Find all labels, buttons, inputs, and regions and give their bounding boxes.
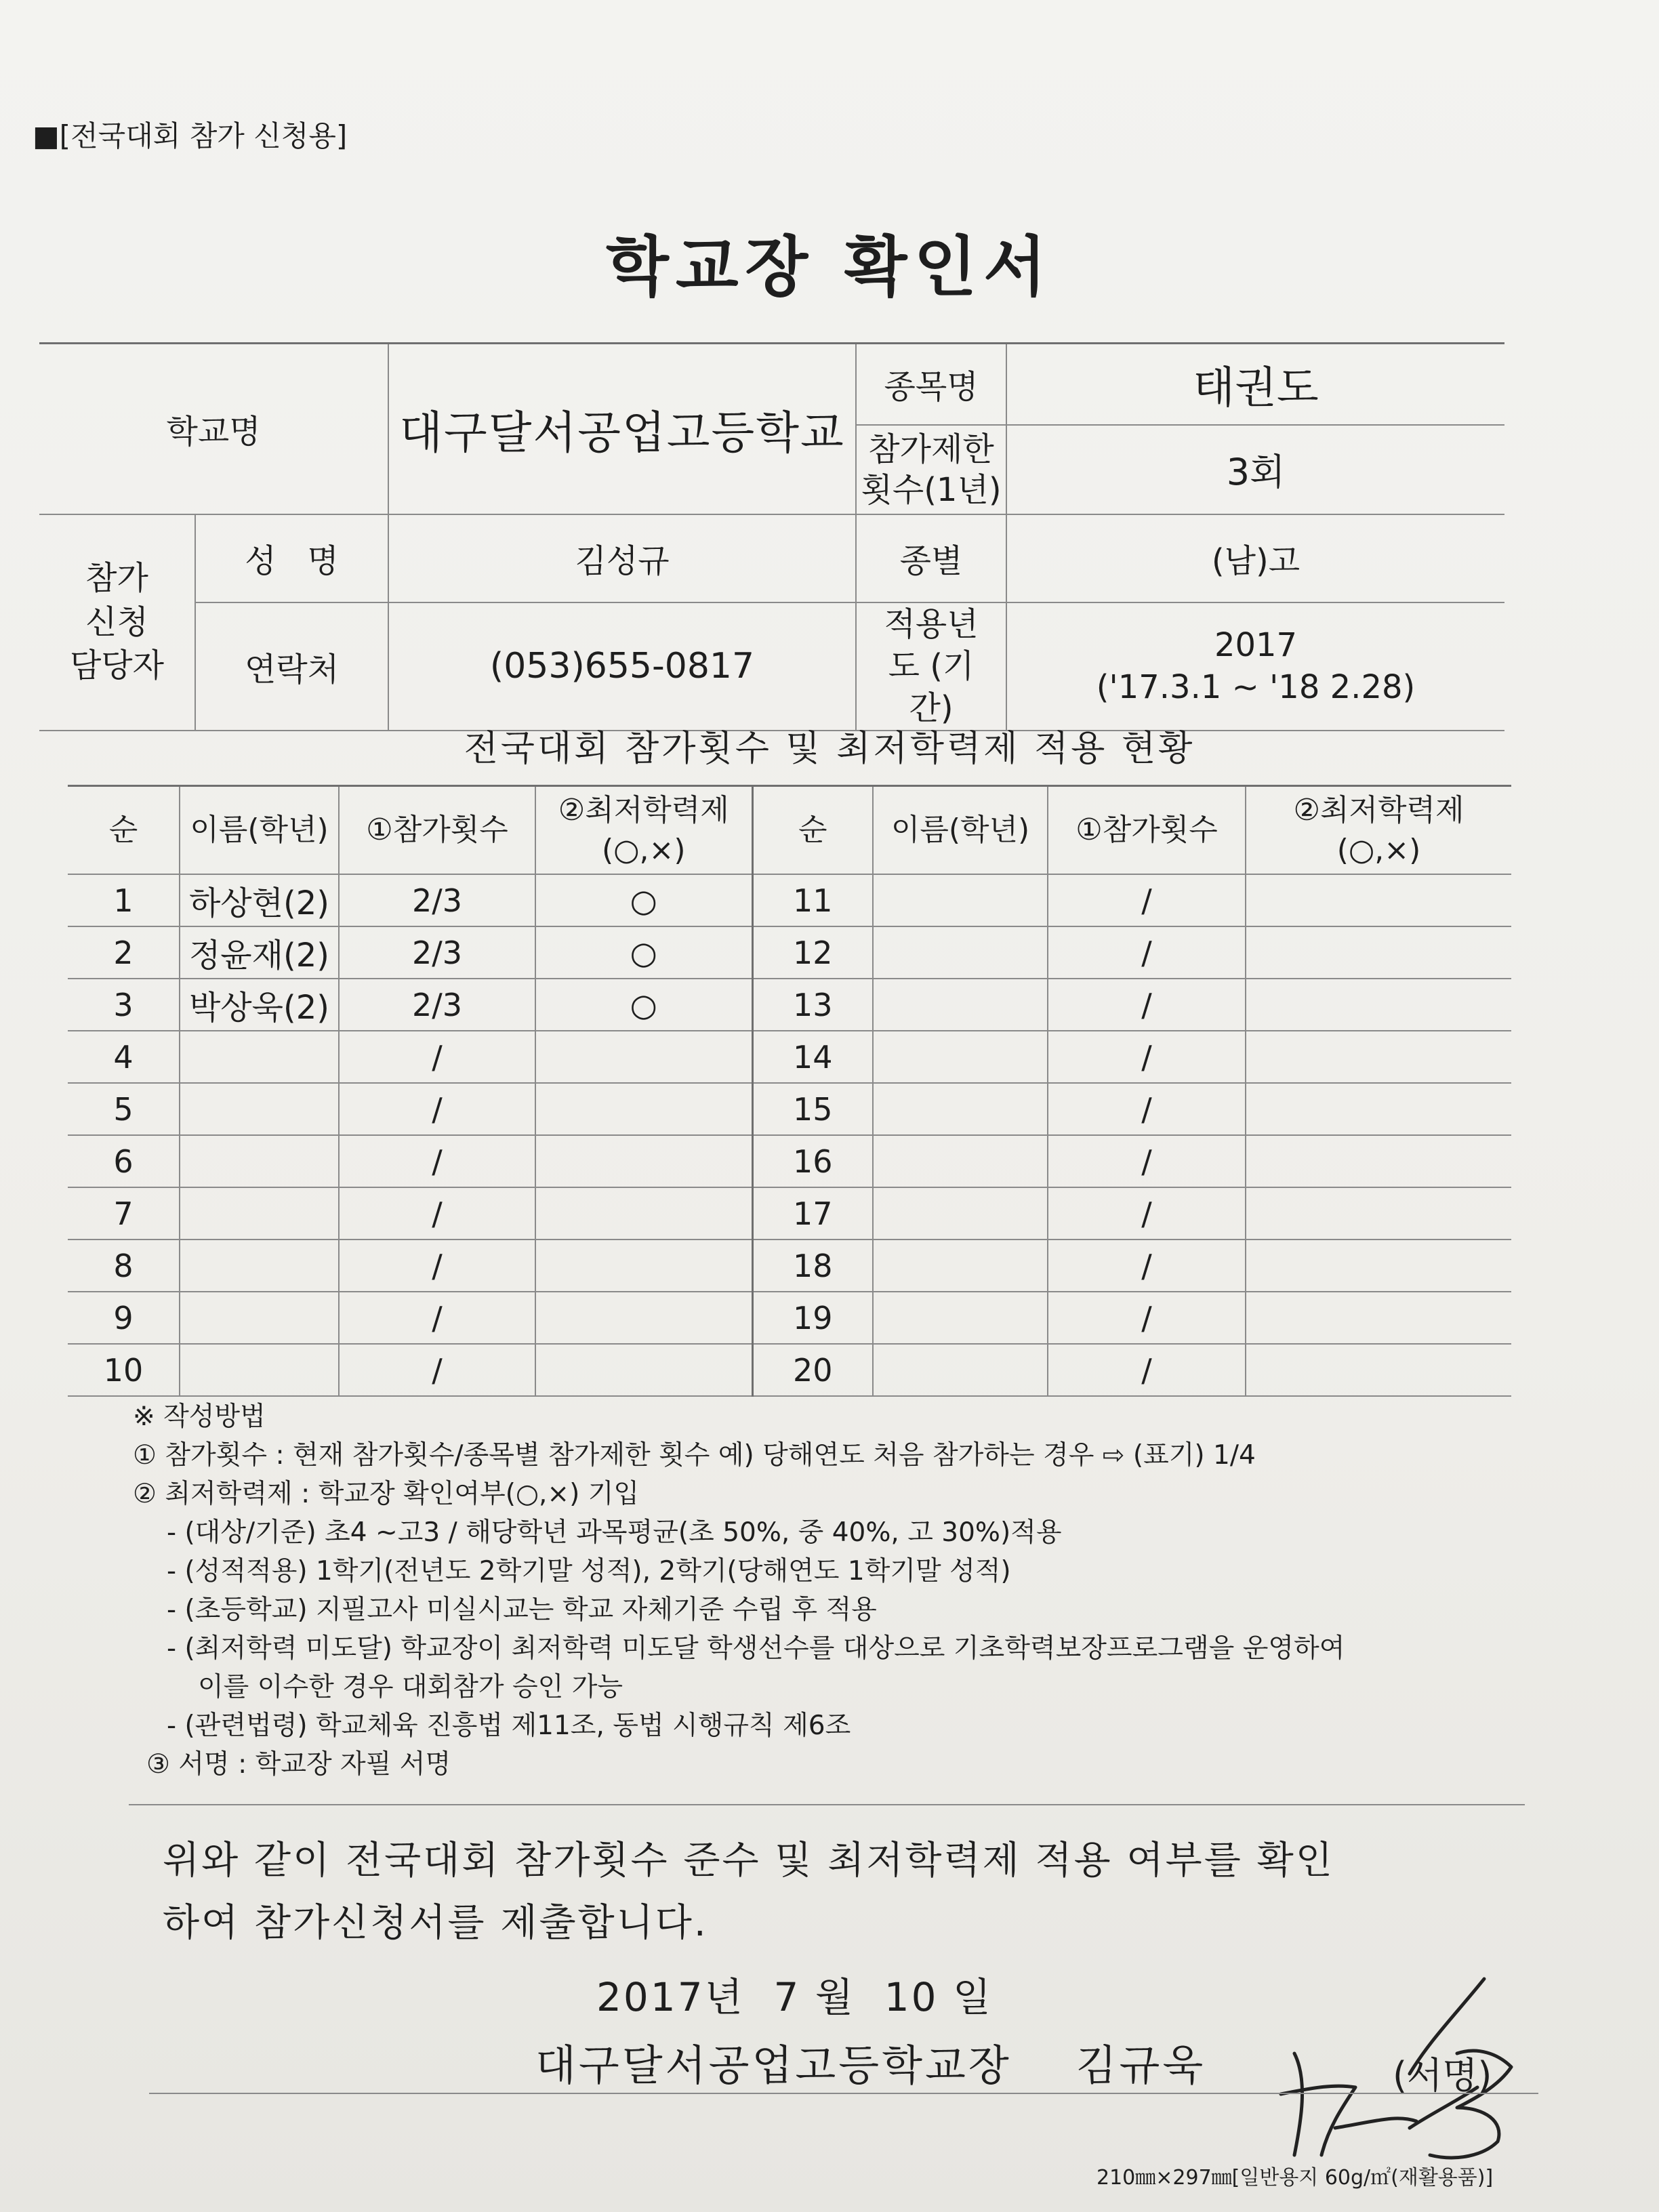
year-value: 2017	[1214, 626, 1298, 664]
participation-count: 2/3	[339, 926, 535, 979]
note-item-3: ③ 서명 : 학교장 자필 서명	[146, 1749, 451, 1780]
min-edu-mark	[535, 1083, 752, 1135]
header-name-right: 이름(학년)	[873, 786, 1048, 875]
bottom-divider	[149, 2093, 1538, 2094]
status-section-title: 전국대회 참가횟수 및 최저학력제 적용 현황	[464, 729, 1195, 769]
event-value: 태권도	[1006, 344, 1504, 425]
table-row	[68, 874, 1511, 926]
table-row	[68, 926, 1511, 979]
student-name	[180, 1083, 339, 1135]
paper-spec: 210㎜×297㎜[일반용지 60g/㎡(재활용품)]	[1097, 2166, 1494, 2190]
gender-value: (남)고	[1006, 514, 1504, 602]
event-label: 종목명	[856, 344, 1006, 425]
note-sub-item: - (관련법령) 학교체육 진흥법 제11조, 동법 시행규칙 제6조	[167, 1711, 851, 1741]
row-number: 8	[68, 1240, 180, 1292]
participation-rows	[68, 874, 1511, 1396]
row-number: 20	[752, 1344, 873, 1396]
student-name	[180, 1344, 339, 1396]
row-number: 1	[68, 874, 180, 926]
student-name	[873, 1187, 1048, 1240]
student-name	[180, 1031, 339, 1083]
student-name	[873, 1344, 1048, 1396]
limit-label: 참가제한 횟수(1년)	[856, 425, 1006, 514]
note-item-2: ② 최저학력제 : 학교장 확인여부(○,×) 기입	[133, 1479, 640, 1509]
row-number: 11	[752, 874, 873, 926]
row-number: 17	[752, 1187, 873, 1240]
participation-count: /	[339, 1083, 535, 1135]
table-row	[68, 1031, 1511, 1083]
header-min-edu-left: ②최저학력제 (○,×)	[535, 786, 752, 875]
min-edu-mark	[535, 1031, 752, 1083]
table-row	[68, 1083, 1511, 1135]
participation-count: /	[339, 1031, 535, 1083]
header-no-left: 순	[68, 786, 180, 875]
min-edu-mark: ○	[535, 926, 752, 979]
header-no-right: 순	[752, 786, 873, 875]
student-name	[873, 1135, 1048, 1187]
note-heading: ※ 작성방법	[133, 1401, 266, 1432]
note-sub-item-continued: 이를 이수한 경우 대회참가 승인 가능	[198, 1672, 623, 1702]
row-number: 13	[752, 979, 873, 1031]
row-number: 9	[68, 1292, 180, 1344]
participation-count: /	[1048, 1083, 1246, 1135]
divider	[129, 1804, 1525, 1805]
period-value: ('17.3.1 ~ '18 2.28)	[1096, 668, 1416, 707]
student-name: 박상욱(2)	[180, 979, 339, 1031]
row-number: 16	[752, 1135, 873, 1187]
min-edu-mark	[1246, 1031, 1511, 1083]
school-label: 학교명	[39, 344, 388, 514]
min-edu-mark: ○	[535, 874, 752, 926]
row-number: 4	[68, 1031, 180, 1083]
participation-count: /	[339, 1240, 535, 1292]
row-number: 3	[68, 979, 180, 1031]
min-edu-mark	[1246, 1083, 1511, 1135]
student-name	[873, 1083, 1048, 1135]
participation-count: /	[339, 1344, 535, 1396]
instructions	[133, 1397, 1529, 1784]
participation-count: /	[1048, 1031, 1246, 1083]
row-number: 12	[752, 926, 873, 979]
declaration-line-1: 위와 같이 전국대회 참가횟수 준수 및 최저학력제 적용 여부를 확인	[163, 1839, 1334, 1883]
min-edu-mark	[535, 1240, 752, 1292]
table-row	[68, 1240, 1511, 1292]
participation-count: /	[1048, 1292, 1246, 1344]
participation-count: /	[1048, 979, 1246, 1031]
table-row	[68, 1292, 1511, 1344]
table-row	[68, 979, 1511, 1031]
gender-label: 종별	[856, 514, 1006, 602]
header-min-edu-right: ②최저학력제 (○,×)	[1246, 786, 1511, 875]
min-edu-mark	[1246, 874, 1511, 926]
note-sub-item: - (대상/기준) 초4 ~고3 / 해당학년 과목평균(초 50%, 중 40%, 고 30%)적용	[167, 1517, 1062, 1548]
min-edu-mark	[1246, 1187, 1511, 1240]
min-edu-mark	[535, 1187, 752, 1240]
row-number: 6	[68, 1135, 180, 1187]
note-sub-item: - (초등학교) 지필고사 미실시교는 학교 자체기준 수립 후 적용	[167, 1595, 877, 1625]
handwritten-signature	[1254, 1952, 1538, 2175]
min-edu-mark	[1246, 1240, 1511, 1292]
principal-name: 대구달서공업고등학교장 김규욱	[535, 2041, 1206, 2090]
signature-label: (서명)	[1393, 2054, 1492, 2097]
header-count-left: ①참가횟수	[339, 786, 535, 875]
participation-count: /	[339, 1292, 535, 1344]
row-number: 5	[68, 1083, 180, 1135]
row-number: 19	[752, 1292, 873, 1344]
note-sub-item: - (최저학력 미도달) 학교장이 최저학력 미도달 학생선수를 대상으로 기초학력보장프로그램을 운영하여	[167, 1633, 1345, 1664]
participation-count: 2/3	[339, 979, 535, 1031]
name-value: 김성규	[388, 514, 856, 602]
year-label: 적용년도 (기간)	[856, 602, 1006, 731]
participation-count: /	[1048, 1135, 1246, 1187]
table-row	[68, 1344, 1511, 1396]
limit-value: 3회	[1006, 425, 1504, 514]
table-row	[68, 1187, 1511, 1240]
participation-count: /	[1048, 1240, 1246, 1292]
participation-count: /	[1048, 1187, 1246, 1240]
name-label: 성 명	[195, 514, 388, 602]
student-name	[873, 1031, 1048, 1083]
min-edu-mark	[1246, 1344, 1511, 1396]
header-name-left: 이름(학년)	[180, 786, 339, 875]
participation-count: /	[339, 1187, 535, 1240]
participation-count: /	[1048, 874, 1246, 926]
student-name	[873, 926, 1048, 979]
min-edu-mark	[1246, 1292, 1511, 1344]
row-number: 14	[752, 1031, 873, 1083]
row-number: 2	[68, 926, 180, 979]
form-type-tag: ■[전국대회 참가 신청용]	[33, 119, 348, 152]
min-edu-mark: ○	[535, 979, 752, 1031]
year-cell	[1006, 602, 1504, 731]
row-number: 18	[752, 1240, 873, 1292]
student-name	[873, 1240, 1048, 1292]
contact-label: 연락처	[195, 602, 388, 731]
student-name	[873, 1292, 1048, 1344]
min-edu-mark	[1246, 1135, 1511, 1187]
participation-count: /	[1048, 926, 1246, 979]
declaration-line-2: 하여 참가신청서를 제출합니다.	[163, 1901, 708, 1945]
document-title: 학교장 확인서	[606, 229, 1053, 305]
student-name	[873, 874, 1048, 926]
info-table	[39, 342, 1504, 731]
student-name	[180, 1240, 339, 1292]
participation-count: /	[339, 1135, 535, 1187]
student-name	[180, 1187, 339, 1240]
min-edu-mark	[1246, 979, 1511, 1031]
note-sub-item: - (성적적용) 1학기(전년도 2학기말 성적), 2학기(당해연도 1학기말 성적)	[167, 1556, 1011, 1586]
student-name	[873, 979, 1048, 1031]
header-count-right: ①참가횟수	[1048, 786, 1246, 875]
participation-table	[68, 785, 1511, 1397]
declaration	[163, 1830, 1491, 1954]
row-number: 10	[68, 1344, 180, 1396]
min-edu-mark	[535, 1292, 752, 1344]
row-number: 7	[68, 1187, 180, 1240]
submission-date: 2017년 7 월 10 일	[596, 1974, 994, 2020]
student-name	[180, 1292, 339, 1344]
participation-count: /	[1048, 1344, 1246, 1396]
note-item-1: ① 참가횟수 : 현재 참가횟수/종목별 참가제한 횟수 예) 당해연도 처음 참가하는 경우 ⇨ (표기) 1/4	[133, 1440, 1256, 1471]
table-row	[68, 1135, 1511, 1187]
participation-count: 2/3	[339, 874, 535, 926]
contact-value: (053)655-0817	[388, 602, 856, 731]
row-number: 15	[752, 1083, 873, 1135]
student-name	[180, 1135, 339, 1187]
student-name: 하상현(2)	[180, 874, 339, 926]
min-edu-mark	[535, 1344, 752, 1396]
student-name: 정윤재(2)	[180, 926, 339, 979]
min-edu-mark	[1246, 926, 1511, 979]
school-name: 대구달서공업고등학교	[388, 344, 856, 514]
min-edu-mark	[535, 1135, 752, 1187]
applicant-label: 참가 신청 담당자	[39, 514, 195, 731]
